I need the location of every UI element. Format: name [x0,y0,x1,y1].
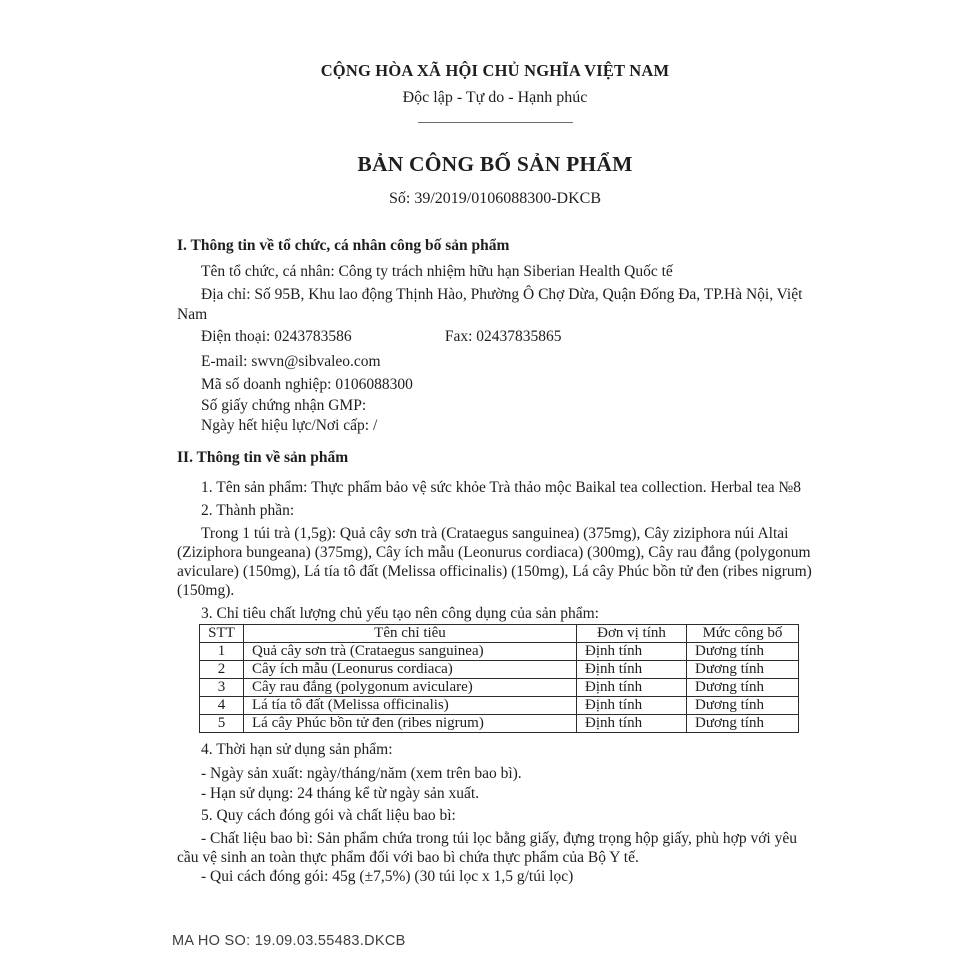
file-code: MA HO SO: 19.09.03.55483.DKCB [172,933,406,949]
product-name: 1. Tên sản phẩm: Thực phẩm bảo vệ sức khỏe Trà thảo mộc Baikal tea collection. Herbal tea №8 [201,479,802,496]
packaging-spec-line: - Qui cách đóng gói: 45g (±7,5%) (30 túi lọc x 1,5 g/túi lọc) [201,868,574,885]
business-registration-code: Mã số doanh nghiệp: 0106088300 [201,376,413,393]
cell-criteria: Lá tía tô đất (Melissa officinalis) [244,697,577,715]
email-address: E-mail: swvn@sibvaleo.com [201,353,381,370]
cell-level: Dương tính [687,643,799,661]
ingredients-heading: 2. Thành phần: [201,502,295,519]
table-header-row [200,625,799,643]
table-row [200,643,799,661]
phone-fax-line [177,327,813,347]
ingredients-text: Trong 1 túi trà (1,5g): Quả cây sơn trà (Crataegus sanguinea) (375mg), Cây ziziphora núi Altai (Ziziphora bungeana) (375mg), Cây ích mẫu (Leonurus cordiaca) (300mg), Cây rau đắng (polygonum aviculare) (150mg), Lá tía tô đất (Melissa officinalis) (150mg), Lá cây Phúc bồn tử đen (ribes nigrum) (150mg). [177,525,812,599]
cell-stt: 1 [200,643,244,661]
cell-level: Dương tính [687,697,799,715]
cell-stt: 5 [200,715,244,733]
table-row [200,715,799,733]
cell-stt: 4 [200,697,244,715]
gmp-certificate-line: Số giấy chứng nhận GMP: [201,397,367,414]
section-product-info [177,448,813,887]
quality-criteria-heading: 3. Chỉ tiêu chất lượng chủ yếu tạo nên công dụng của sản phẩm: [201,605,599,622]
quality-criteria-table [199,624,799,733]
document-header [177,62,813,208]
column-header-declared-level: Mức công bố [687,625,799,643]
cell-unit: Định tính [577,643,687,661]
column-header-stt: STT [200,625,244,643]
cell-level: Dương tính [687,661,799,679]
column-header-unit: Đơn vị tính [577,625,687,643]
cell-unit: Định tính [577,697,687,715]
section-2-heading: II. Thông tin về sản phẩm [177,449,349,466]
cell-level: Dương tính [687,679,799,697]
document-number: Số: 39/2019/0106088300-DKCB [388,190,601,207]
organization-name: Tên tổ chức, cá nhân: Công ty trách nhiệm hữu hạn Siberian Health Quốc tế [201,263,673,280]
cell-criteria: Cây ích mẫu (Leonurus cordiaca) [244,661,577,679]
manufacture-date-line: - Ngày sản xuất: ngày/tháng/năm (xem trên bao bì). [201,765,522,782]
cell-criteria: Quả cây sơn trà (Crataegus sanguinea) [244,643,577,661]
cell-unit: Định tính [577,715,687,733]
document-content [177,0,813,887]
cell-unit: Định tính [577,679,687,697]
shelf-life-heading: 4. Thời hạn sử dụng sản phẩm: [201,741,393,758]
cell-level: Dương tính [687,715,799,733]
cell-criteria: Lá cây Phúc bồn tử đen (ribes nigrum) [244,715,577,733]
organization-address: Địa chỉ: Số 95B, Khu lao động Thịnh Hào, Phường Ô Chợ Dừa, Quận Đống Đa, TP.Hà Nội, Việt Nam [177,286,803,323]
section-organization-info [177,236,813,436]
cell-criteria: Cây rau đắng (polygonum aviculare) [244,679,577,697]
cell-stt: 2 [200,661,244,679]
table-row [200,697,799,715]
shelf-duration-line: - Hạn sử dụng: 24 tháng kể từ ngày sản xuất. [201,785,480,802]
packaging-material-text: - Chất liệu bao bì: Sản phẩm chứa trong túi lọc bằng giấy, đựng trọng hộp giấy, phù hợp với yêu cầu vệ sinh an toàn thực phẩm đối với bao bì chứa thực phẩm của Bộ Y tế. [177,830,797,866]
section-1-heading: I. Thông tin về tổ chức, cá nhân công bố sản phẩm [177,237,510,254]
table-row [200,679,799,697]
national-motto: Độc lập - Tự do - Hạnh phúc [402,89,588,106]
validity-line: Ngày hết hiệu lực/Nơi cấp: / [201,417,378,434]
national-title: CỘNG HÒA XÃ HỘI CHỦ NGHĨA VIỆT NAM [320,61,670,80]
table-row [200,661,799,679]
column-header-criteria: Tên chỉ tiêu [244,625,577,643]
phone-number: Điện thoại: 0243783586 [201,328,352,345]
cell-unit: Định tính [577,661,687,679]
document-title: BẢN CÔNG BỐ SẢN PHẨM [357,152,633,176]
fax-number: Fax: 02437835865 [444,328,562,345]
packaging-heading: 5. Quy cách đóng gói và chất liệu bao bì: [201,807,456,824]
header-divider [418,122,573,123]
cell-stt: 3 [200,679,244,697]
